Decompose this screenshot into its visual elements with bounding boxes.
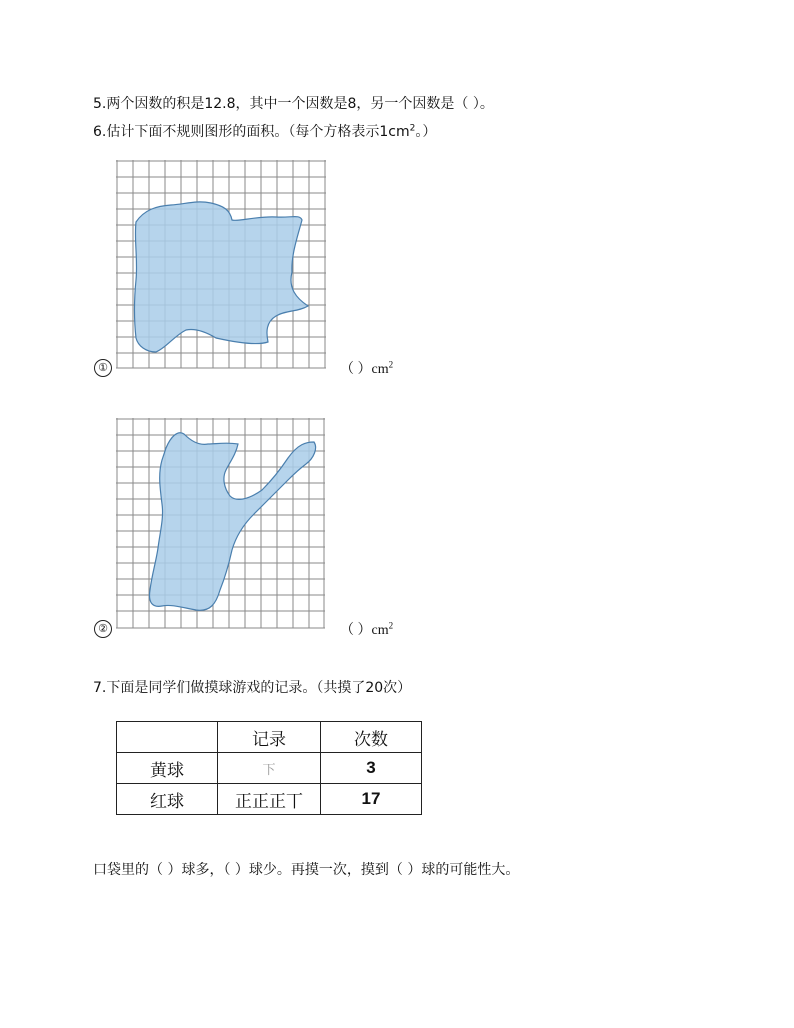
table-header [117,722,218,753]
table-cell-record: 下 [218,753,321,784]
irregular-shape-1 [135,202,309,352]
table-cell-name: 黄球 [117,753,218,784]
table-header: 次数 [321,722,422,753]
question-6 [93,121,436,141]
question-5: 5.两个因数的积是12.8，其中一个因数是8，另一个因数是（ ）。 [93,96,494,112]
fill-in-question: 口袋里的（ ）球多，（ ）球少。再摸一次，摸到（ ）球的可能性大。 [93,862,520,878]
table-header-row [117,722,422,753]
question-7: 7.下面是同学们做摸球游戏的记录。（共摸了20次） [93,680,412,696]
question-6-text: 6.估计下面不规则图形的面积。（每个方格表示1cm [93,124,410,140]
question-6-unit-superscript: 2 [409,123,416,134]
figure-2-answer [340,619,393,639]
irregular-shape-2 [150,433,316,611]
grid-figure-2 [116,418,328,630]
table-cell-record: 正正正丅 [218,784,321,815]
figure-1-answer [340,358,393,378]
table-cell-count: 17 [321,784,422,815]
record-table [116,721,422,815]
table-cell-count: 3 [321,753,422,784]
table-row [117,753,422,784]
figure-2-number: ② [94,620,112,638]
table-header: 记录 [218,722,321,753]
table-row [117,784,422,815]
figure-1-number: ① [94,359,112,377]
figure-1-answer-superscript: 2 [388,359,394,370]
question-6-text-end: 。） [415,124,437,140]
grid-figure-1 [116,160,328,370]
table-cell-name: 红球 [117,784,218,815]
figure-2-answer-superscript: 2 [388,620,394,631]
figure-2-answer-text: （ ）cm [340,623,389,638]
figure-1-answer-text: （ ）cm [340,362,389,377]
